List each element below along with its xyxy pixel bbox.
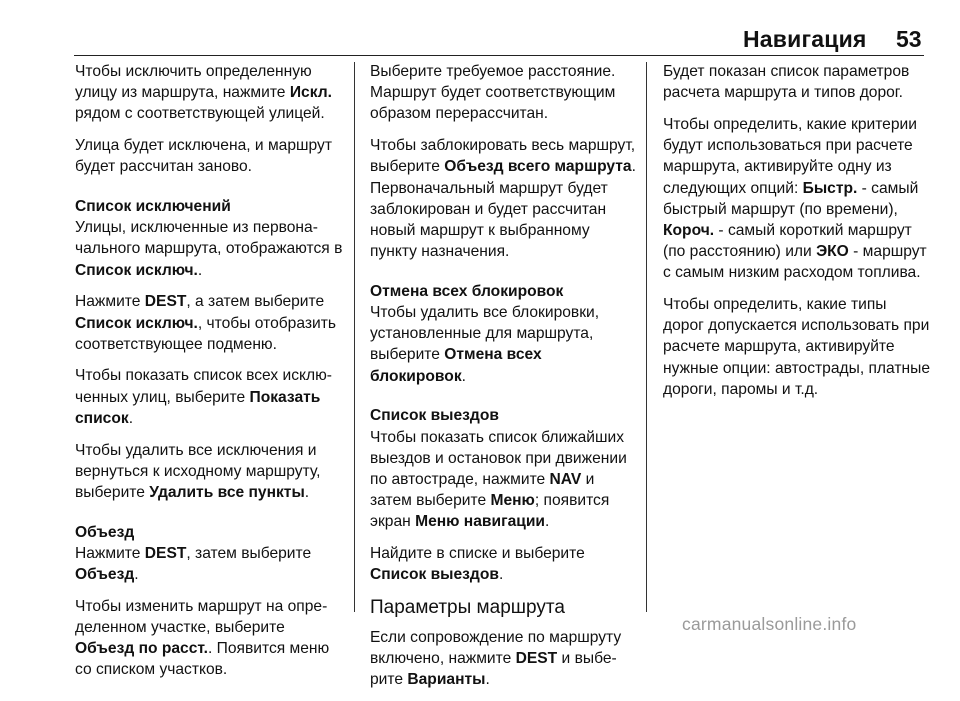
column-divider (646, 62, 647, 612)
paragraph: Нажмите DEST, а затем выберите Список исключ., чтобы отобразить соответствующее подменю. (75, 293, 336, 353)
paragraph: Улицы, исключенные из первоначального маршрута, отображаются в Список исключ.. (75, 219, 343, 279)
column-1 (75, 61, 347, 691)
column-divider (354, 62, 355, 612)
column-2 (370, 61, 636, 701)
paragraph: Чтобы определить, какие критерии будут использоваться при расчете маршрута, активируйте одну из следующих опций: Быстр. - самый быстрый маршрут (по времени), Короч. - самый короткий маршрут (по расстоянию) или ЭКО - маршрут с самым низким расходом топлива. (663, 115, 927, 282)
subheading-exit-list: Список выездов (370, 407, 499, 425)
watermark: carmanualsonline.info (682, 614, 857, 634)
subheading-detour: Объезд (75, 523, 135, 541)
paragraph: Нажмите DEST, затем выберите Объезд. (75, 544, 312, 584)
paragraph: Выберите требуемое расстояние. Маршрут будет соответствующим образом перерассчитан. (370, 63, 616, 123)
paragraph: Чтобы показать список всех исключенных улиц, выберите Показать список. (75, 367, 332, 427)
paragraph: Чтобы исключить определенную улицу из маршрута, нажмите Искл. рядом с соответствующей улицей. (75, 63, 332, 123)
paragraph: Чтобы определить, какие типы дорог допускается использовать при расчете маршрута, активируйте нужные опции: автострады, платные дороги, паромы и т.д. (663, 296, 930, 398)
page-header (0, 0, 960, 56)
paragraph: Улица будет исключена, и маршрут будет рассчитан заново. (75, 137, 332, 176)
header-rule (74, 55, 924, 56)
paragraph: Чтобы заблокировать весь маршрут, выберите Объезд всего маршрута. Первоначальный маршрут будет заблокирован и будет рассчитан новый маршрут к выбранному пункту назначения. (370, 137, 636, 261)
heading-route-params: Параметры маршрута (370, 596, 565, 618)
paragraph: Чтобы удалить все исключения и вернуться к исходному маршруту, выберите Удалить все пункты. (75, 441, 321, 501)
column-3 (663, 61, 931, 411)
paragraph: Чтобы показать список ближайших выездов и остановок при движении по автостраде, нажмите NAV и затем выберите Меню; появится экран Меню навигации. (370, 428, 627, 531)
paragraph: Чтобы удалить все блокировки, установленные для маршрута, выберите Отмена всех блокировок. (370, 304, 600, 385)
paragraph: Будет показан список параметров расчета маршрута и типов дорог. (663, 63, 910, 102)
page-number: 53 (896, 26, 922, 52)
subheading-cancel-blocks: Отмена всех блокировок (370, 282, 564, 300)
paragraph: Чтобы изменить маршрут на определенном участке, выберите Объезд по расст.. Появится меню со списком участков. (75, 597, 330, 679)
paragraph: Если сопровождение по маршруту включено, нажмите DEST и выберите Варианты. (370, 628, 622, 689)
paragraph: Найдите в списке и выберите Список выездов. (370, 545, 585, 584)
section-title: Навигация (743, 26, 867, 52)
subheading-exclusions: Список исключений (75, 198, 231, 216)
